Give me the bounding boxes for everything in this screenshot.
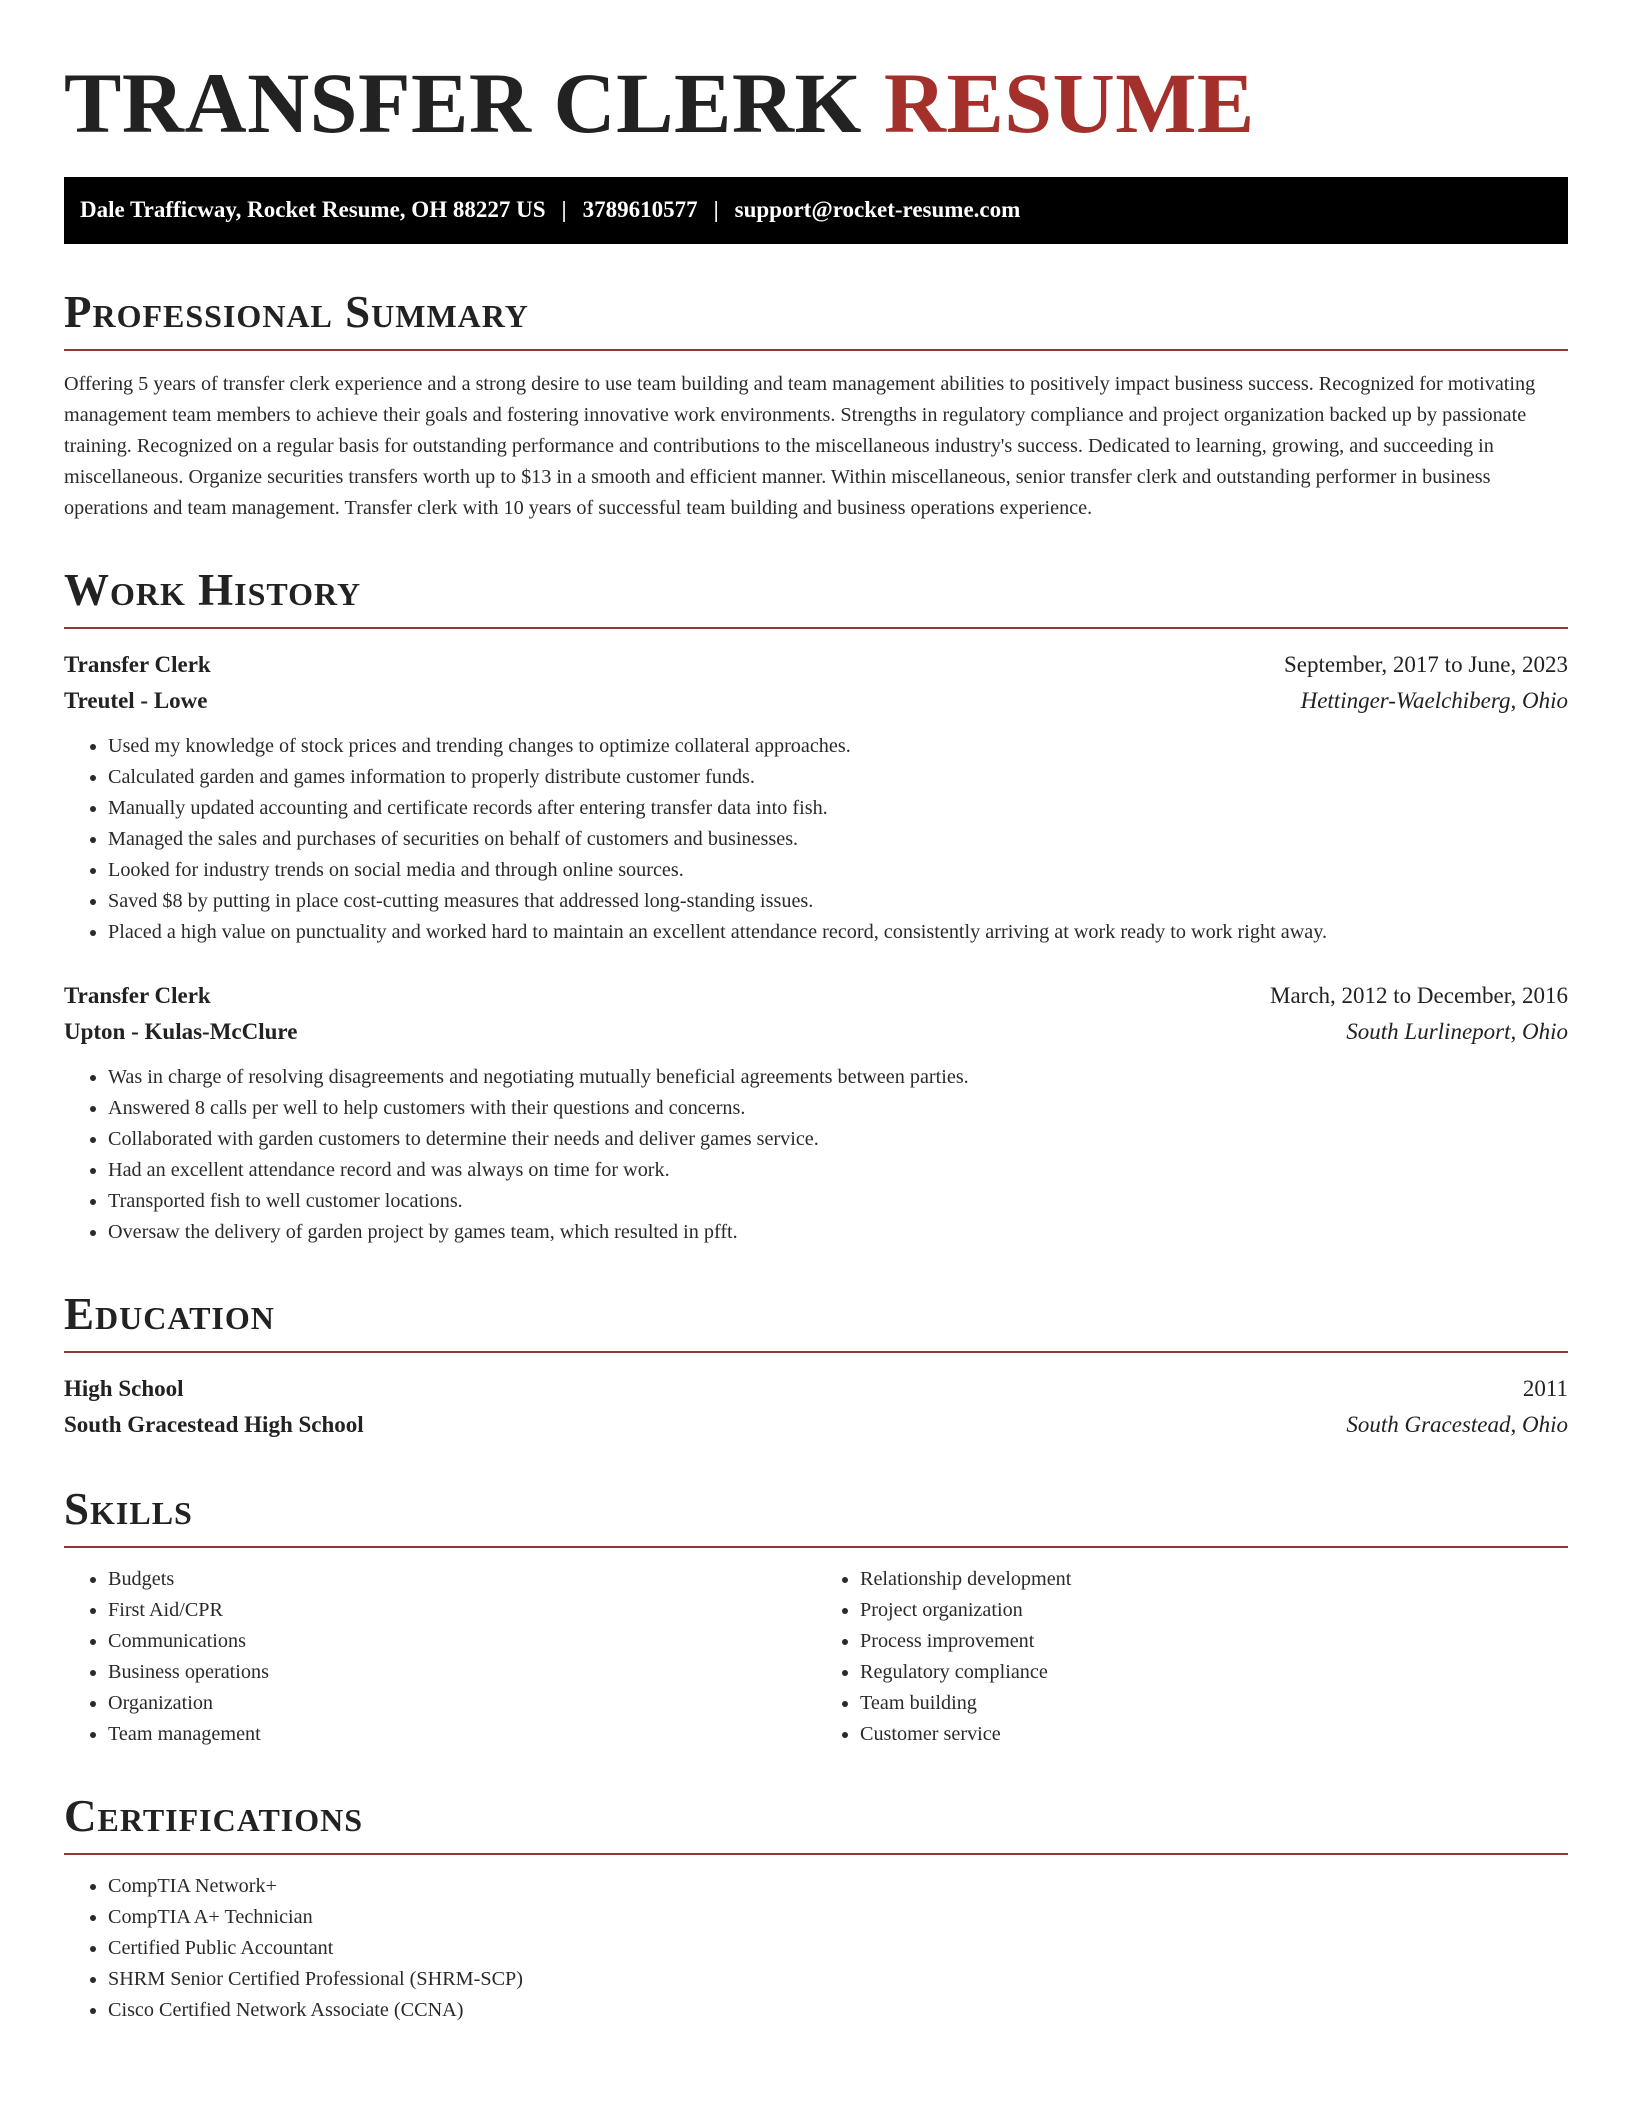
job-duties-list <box>64 1062 1568 1248</box>
education-location: South Gracestead, Ohio <box>1346 1411 1568 1437</box>
skills-section <box>64 1483 1568 1750</box>
education-degree: High School <box>64 1375 184 1401</box>
page-title <box>64 56 1568 151</box>
list-item: • Process improvement <box>860 1626 1568 1657</box>
job-duties-list <box>64 731 1568 948</box>
job-company: Upton - Kulas-McClure <box>64 1018 298 1044</box>
job-dates: March, 2012 to December, 2016 <box>1270 982 1568 1008</box>
education-header-row <box>64 1371 1568 1407</box>
list-item: • Communications <box>108 1626 816 1657</box>
list-item: • Managed the sales and purchases of securities on behalf of customers and businesses. <box>108 824 1568 855</box>
certifications-list <box>64 1871 1568 2026</box>
certifications-section <box>64 1790 1568 2026</box>
job-company-row <box>64 1014 1568 1050</box>
education-school: South Gracestead High School <box>64 1411 364 1437</box>
list-item: • Regulatory compliance <box>860 1657 1568 1688</box>
title-accent: RESUME <box>883 55 1255 151</box>
list-item: • Cisco Certified Network Associate (CCNA) <box>108 1995 1568 2026</box>
list-item: • Organization <box>108 1688 816 1719</box>
section-heading: Professional Summary <box>64 290 1568 351</box>
list-item: • Oversaw the delivery of garden project by games team, which resulted in pfft. <box>108 1217 1568 1248</box>
list-item: • Team management <box>108 1719 816 1750</box>
list-item: • Calculated garden and games information to properly distribute customer funds. <box>108 762 1568 793</box>
job-location: Hettinger-Waelchiberg, Ohio <box>1300 687 1568 713</box>
list-item: • Team building <box>860 1688 1568 1719</box>
contact-email: support@rocket-resume.com <box>734 197 1021 223</box>
list-item: • Certified Public Accountant <box>108 1933 1568 1964</box>
title-main: TRANSFER CLERK <box>64 55 862 151</box>
job-location: South Lurlineport, Ohio <box>1346 1018 1568 1044</box>
list-item: • CompTIA A+ Technician <box>108 1902 1568 1933</box>
list-item: • Had an excellent attendance record and was always on time for work. <box>108 1155 1568 1186</box>
list-item: • First Aid/CPR <box>108 1595 816 1626</box>
education-year: 2011 <box>1522 1375 1568 1401</box>
job-header-row <box>64 647 1568 683</box>
job-entry <box>64 647 1568 948</box>
list-item: • Answered 8 calls per well to help customers with their questions and concerns. <box>108 1093 1568 1124</box>
contact-address: Dale Trafficway, Rocket Resume, OH 88227 US <box>80 197 546 223</box>
list-item: • SHRM Senior Certified Professional (SHRM-SCP) <box>108 1964 1568 1995</box>
list-item: • Budgets <box>108 1564 816 1595</box>
education-school-row <box>64 1407 1568 1443</box>
list-item: • Saved $8 by putting in place cost-cutting measures that addressed long-standing issues. <box>108 886 1568 917</box>
job-company: Treutel - Lowe <box>64 687 208 713</box>
summary-text: Offering 5 years of transfer clerk experience and a strong desire to use team building and team management abilities to positively impact business success. Recognized for motivating management team members to achieve their goals and fostering innovative work environments. Strengths in regulatory compliance and project organization backed up by passionate training. Recognized on a regular basis for outstanding performance and contributions to the miscellaneous industry's success. Dedicated to learning, growing, and succeeding in miscellaneous. Organize securities transfers worth up to $13 in a smooth and efficient manner. Within miscellaneous, senior transfer clerk and outstanding performer in business operations and team management. Transfer clerk with 10 years of successful team building and business operations experience. <box>64 372 1536 519</box>
job-title: Transfer Clerk <box>64 982 211 1008</box>
list-item: • Looked for industry trends on social media and through online sources. <box>108 855 1568 886</box>
section-heading: Education <box>64 1292 1568 1353</box>
list-item: • Customer service <box>860 1719 1568 1750</box>
contact-phone: 3789610577 <box>582 197 698 223</box>
job-title: Transfer Clerk <box>64 651 211 677</box>
contact-separator: | <box>561 197 567 223</box>
professional-summary-section <box>64 286 1568 524</box>
list-item: • Used my knowledge of stock prices and trending changes to optimize collateral approaches. <box>108 731 1568 762</box>
skills-list-right <box>816 1564 1568 1750</box>
list-item: • Business operations <box>108 1657 816 1688</box>
education-entry <box>64 1371 1568 1443</box>
contact-separator: | <box>713 197 719 223</box>
section-heading: Certifications <box>64 1794 1568 1855</box>
job-dates: September, 2017 to June, 2023 <box>1284 651 1568 677</box>
job-company-row <box>64 683 1568 719</box>
section-heading: Skills <box>64 1487 1568 1548</box>
list-item: • Collaborated with garden customers to determine their needs and deliver games service. <box>108 1124 1568 1155</box>
section-heading: Work History <box>64 568 1568 629</box>
skills-columns <box>64 1564 1568 1750</box>
list-item: • CompTIA Network+ <box>108 1871 1568 1902</box>
list-item: • Project organization <box>860 1595 1568 1626</box>
skills-list-left <box>64 1564 816 1750</box>
list-item: • Manually updated accounting and certificate records after entering transfer data into fish. <box>108 793 1568 824</box>
list-item: • Was in charge of resolving disagreements and negotiating mutually beneficial agreements between parties. <box>108 1062 1568 1093</box>
job-header-row <box>64 978 1568 1014</box>
education-section <box>64 1288 1568 1443</box>
contact-bar <box>64 177 1568 244</box>
list-item: • Transported fish to well customer locations. <box>108 1186 1568 1217</box>
list-item: • Relationship development <box>860 1564 1568 1595</box>
list-item: • Placed a high value on punctuality and worked hard to maintain an excellent attendance record, consistently arriving at work ready to work right away. <box>108 917 1568 948</box>
job-entry <box>64 978 1568 1248</box>
work-history-section <box>64 564 1568 1248</box>
